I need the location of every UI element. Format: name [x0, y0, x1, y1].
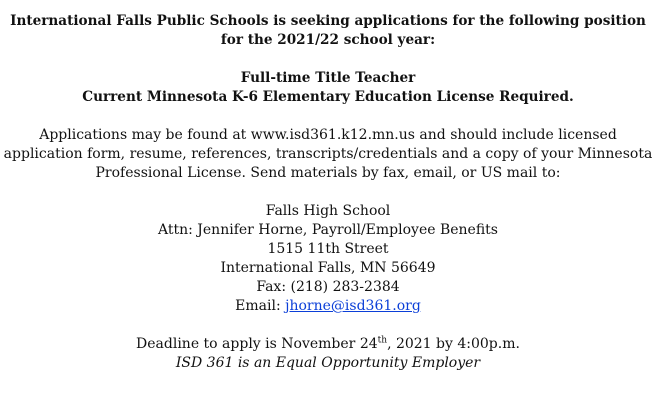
deadline-line — [0, 335, 656, 354]
spacer — [0, 316, 656, 335]
heading-line-2: for the 2021/22 school year: — [220, 32, 436, 48]
spacer — [0, 183, 656, 202]
email-line — [0, 297, 656, 316]
deadline-rest: , 2021 by 4:00p.m. — [387, 336, 520, 352]
address-name: Falls High School — [265, 203, 391, 219]
deadline-ordinal: th — [377, 335, 388, 346]
address-city: International Falls, MN 56649 — [220, 260, 436, 276]
spacer — [0, 107, 656, 126]
instructions-line-2: application form, resume, references, transcripts/credentials and a copy of your Minnesota — [3, 146, 653, 162]
email-label: Email: — [235, 298, 286, 314]
address-attn: Attn: Jennifer Horne, Payroll/Employee Benefits — [157, 222, 498, 238]
heading-line-1: International Falls Public Schools is seeking applications for the following position — [10, 13, 646, 29]
instructions-line-1: Applications may be found at www.isd361.k12.mn.us and should include licensed — [39, 127, 617, 143]
spacer — [0, 50, 656, 69]
deadline-prefix: Deadline to apply is November 24 — [136, 336, 378, 352]
license-requirement: Current Minnesota K-6 Elementary Education License Required. — [82, 89, 574, 105]
eoe-statement: ISD 361 is an Equal Opportunity Employer — [175, 355, 481, 371]
instructions-line-3: Professional License. Send materials by fax, email, or US mail to: — [95, 165, 561, 181]
fax-number: Fax: (218) 283-2384 — [256, 279, 400, 295]
email-link[interactable]: jhorne@isd361.org — [285, 298, 421, 314]
position-title: Full-time Title Teacher — [240, 70, 416, 86]
address-street: 1515 11th Street — [267, 241, 389, 257]
